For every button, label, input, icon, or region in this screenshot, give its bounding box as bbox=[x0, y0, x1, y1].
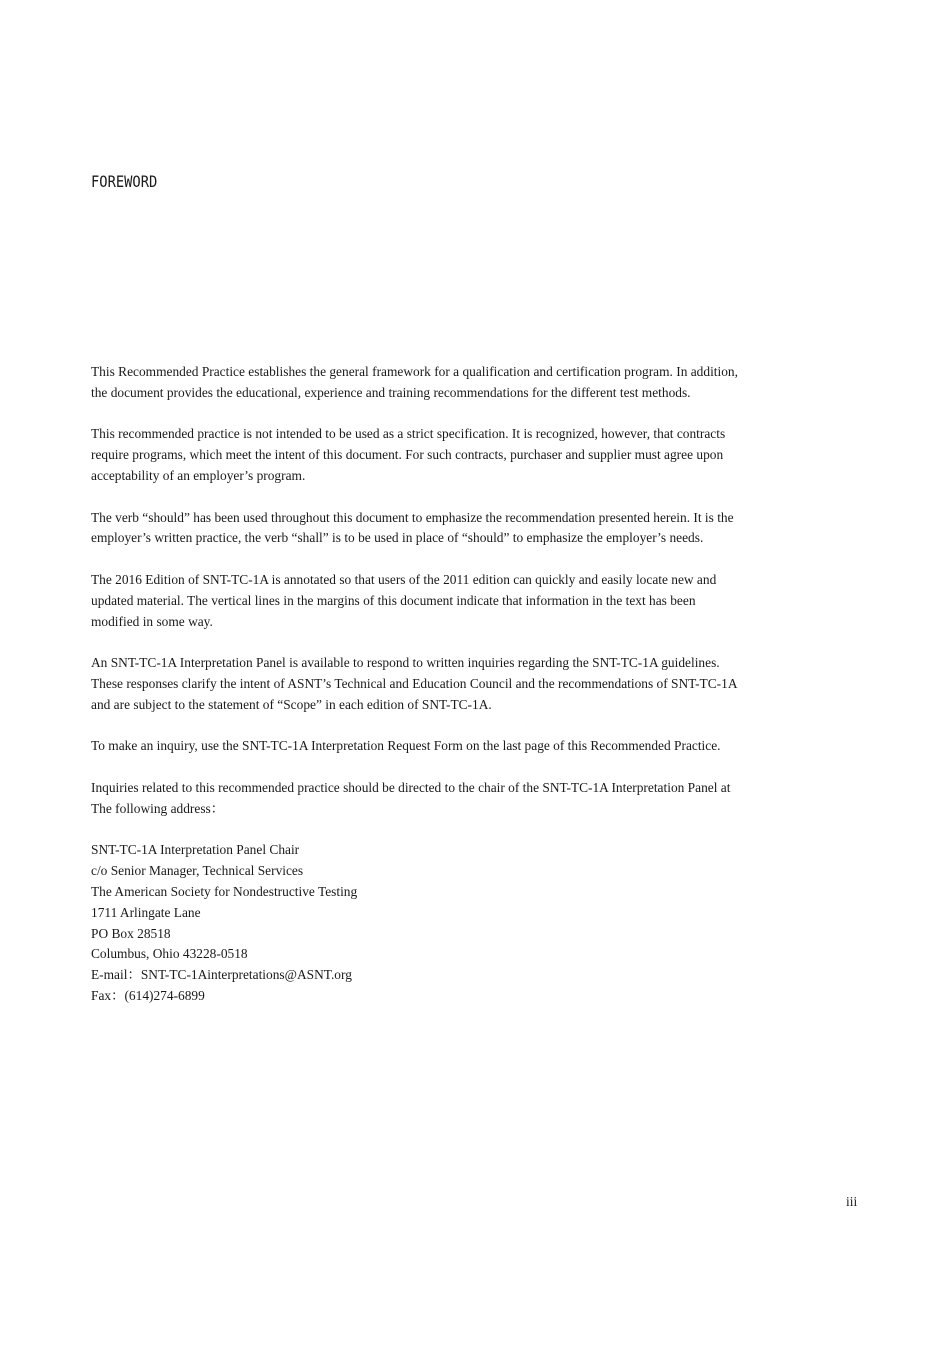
address-line: SNT-TC-1A Interpretation Panel Chair bbox=[91, 842, 300, 858]
paragraph-inquiry-address bbox=[91, 778, 801, 820]
text-line: This recommended practice is not intended to be used as a strict specification. It is recognized, however, that contracts bbox=[91, 426, 726, 442]
page-title: FOREWORD bbox=[91, 172, 158, 191]
paragraph-edition-annotation bbox=[91, 570, 801, 632]
address-line: The American Society for Nondestructive Testing bbox=[91, 883, 358, 899]
address-line: c/o Senior Manager, Technical Services bbox=[91, 863, 304, 879]
mailing-address bbox=[91, 840, 801, 1006]
text-line: The verb “should” has been used throughout this document to emphasize the recommendation presented herein. It is the bbox=[91, 509, 734, 525]
document-body bbox=[91, 362, 801, 1007]
paragraph-should-shall bbox=[91, 508, 801, 550]
text-line: Inquiries related to this recommended practice should be directed to the chair of the SNT-TC-1A Interpretation Panel at bbox=[91, 779, 731, 795]
text-line: The 2016 Edition of SNT-TC-1A is annotated so that users of the 2011 edition can quickly and easily locate new and bbox=[91, 571, 717, 587]
address-line: PO Box 28518 bbox=[91, 925, 171, 941]
text-line: modified in some way. bbox=[91, 613, 213, 629]
paragraph-framework bbox=[91, 362, 801, 404]
page-number: iii bbox=[846, 1194, 858, 1209]
email-line: E-mail：SNT-TC-1Ainterpretations@ASNT.org bbox=[91, 967, 352, 983]
text-line: The following address： bbox=[91, 800, 225, 816]
paragraph-interpretation-panel bbox=[91, 653, 801, 715]
paragraph-not-specification bbox=[91, 424, 801, 486]
address-line: Columbus, Ohio 43228-0518 bbox=[91, 946, 248, 962]
text-line: This Recommended Practice establishes the general framework for a qualification and certification program. In addition, bbox=[91, 364, 738, 379]
fax-line: Fax：(614)274-6899 bbox=[91, 987, 205, 1003]
text-line: employer’s written practice, the verb “shall” is to be used in place of “should” to emphasize the employer’s needs. bbox=[91, 530, 704, 546]
text-line: updated material. The vertical lines in the margins of this document indicate that information in the text has been bbox=[91, 592, 696, 608]
text-line: require programs, which meet the intent of this document. For such contracts, purchaser and supplier must agree upon bbox=[91, 447, 724, 463]
text-line: An SNT-TC-1A Interpretation Panel is available to respond to written inquiries regarding the SNT-TC-1A guidelines. bbox=[91, 655, 720, 671]
paragraph-inquiry-form bbox=[91, 736, 801, 757]
address-line: 1711 Arlingate Lane bbox=[91, 904, 201, 920]
text-line: the document provides the educational, experience and training recommendations for the different test methods. bbox=[91, 384, 691, 400]
text-line: and are subject to the statement of “Scope” in each edition of SNT-TC-1A. bbox=[91, 696, 492, 712]
text-line: acceptability of an employer’s program. bbox=[91, 467, 306, 483]
text-line: These responses clarify the intent of ASNT’s Technical and Education Council and the recommendations of SNT-TC-1A bbox=[91, 675, 738, 691]
text-line: To make an inquiry, use the SNT-TC-1A Interpretation Request Form on the last page of this Recommended Practice. bbox=[91, 738, 721, 754]
